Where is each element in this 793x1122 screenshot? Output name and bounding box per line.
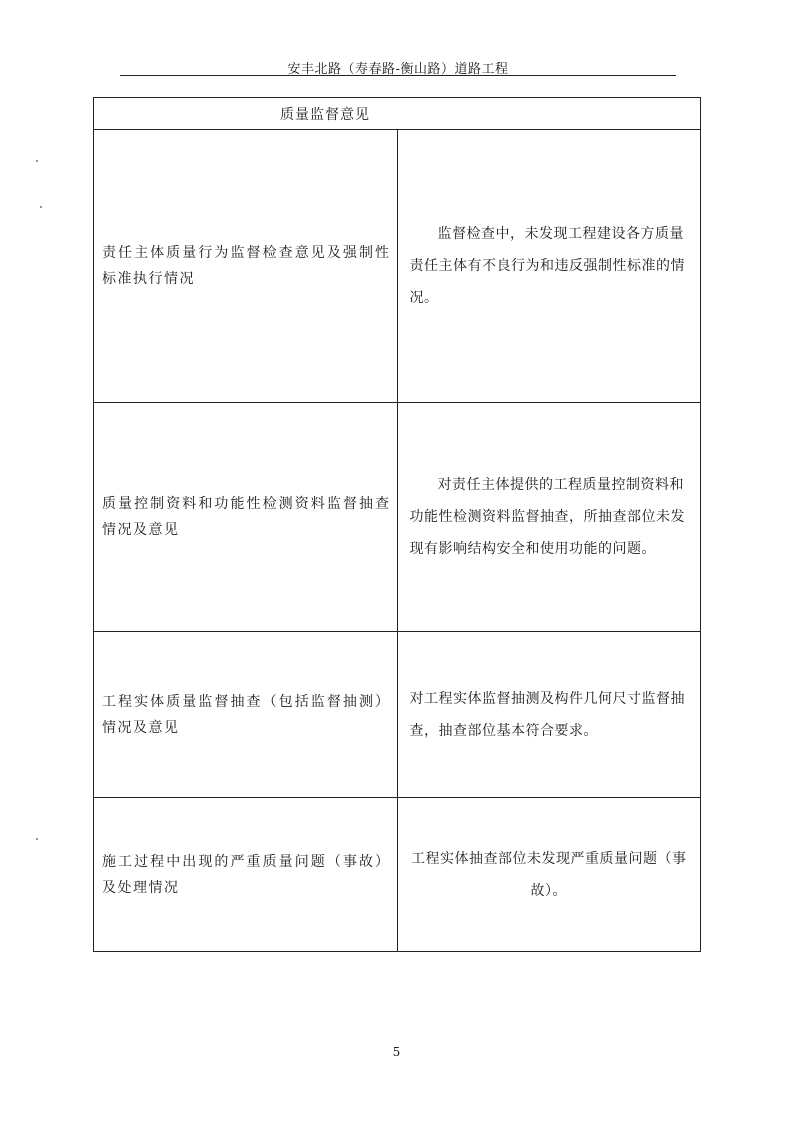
row-label-quality-control-data: 质量控制资料和功能性检测资料监督抽查情况及意见 (94, 403, 398, 632)
supervision-opinion-table (93, 97, 701, 952)
table-row (94, 632, 701, 798)
table-row (94, 798, 701, 952)
header-rule (120, 75, 676, 76)
row-content-responsibility-behavior: 监督检查中，未发现工程建设各方质量责任主体有不良行为和违反强制性标准的情况。 (397, 130, 701, 403)
row-content-serious-quality-issues: 工程实体抽查部位未发现严重质量问题（事故）。 (397, 798, 701, 952)
table-title: 质量监督意见 (94, 98, 701, 130)
table-title-row (94, 98, 701, 130)
page-header-title: 安丰北路（寿春路-衡山路）道路工程 (287, 62, 509, 77)
table-row (94, 130, 701, 403)
row-label-entity-quality-inspection: 工程实体质量监督抽查（包括监督抽测）情况及意见 (94, 632, 398, 798)
row-label-serious-quality-issues: 施工过程中出现的严重质量问题（事故）及处理情况 (94, 798, 398, 952)
scan-artifact-mark (36, 838, 38, 840)
table-row (94, 403, 701, 632)
scan-artifact-mark (40, 206, 42, 208)
row-content-entity-quality-inspection: 对工程实体监督抽测及构件几何尺寸监督抽查，抽查部位基本符合要求。 (397, 632, 701, 798)
page-number: 5 (392, 1045, 401, 1059)
scan-artifact-mark (36, 160, 38, 162)
row-label-responsibility-behavior: 责任主体质量行为监督检查意见及强制性标准执行情况 (94, 130, 398, 403)
row-content-quality-control-data: 对责任主体提供的工程质量控制资料和功能性检测资料监督抽查，所抽查部位未发现有影响结构安全和使用功能的问题。 (397, 403, 701, 632)
